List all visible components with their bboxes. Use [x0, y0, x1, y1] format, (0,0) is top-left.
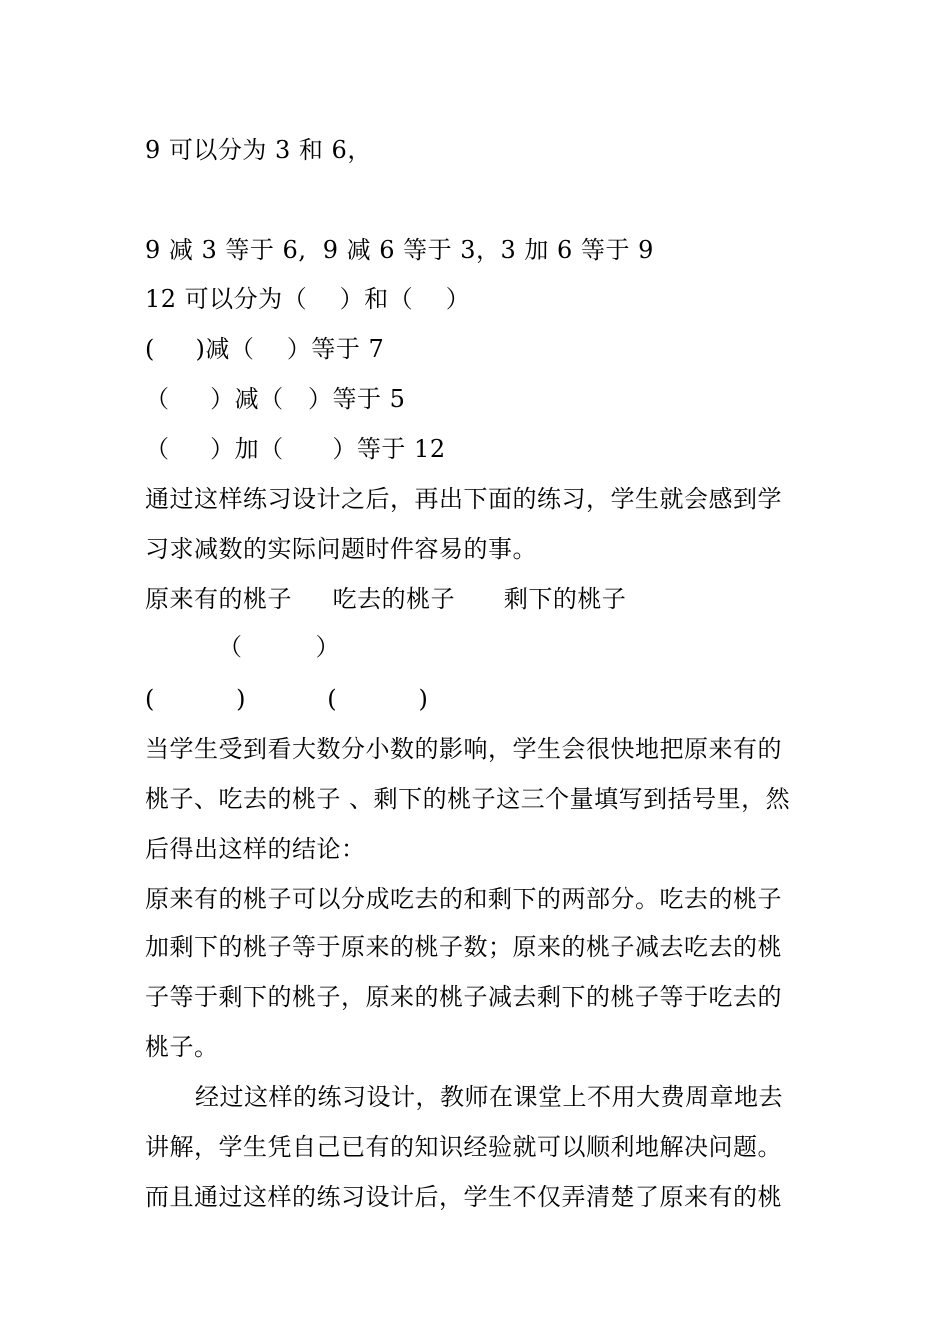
text-line: 桃子、吃去的桃子 、剩下的桃子这三个量填写到括号里，然	[145, 785, 791, 813]
text-line: （ ）加（ ）等于 12	[145, 435, 446, 463]
text-line: 通过这样练习设计之后，再出下面的练习，学生就会感到学	[145, 485, 782, 513]
text-line: 9 减 3 等于 6, 9 减 6 等于 3，3 加 6 等于 9	[145, 236, 654, 264]
text-line: 讲解，学生凭自己已有的知识经验就可以顺利地解决问题。	[145, 1133, 782, 1161]
blank-bracket: （ ）	[218, 633, 341, 661]
text-line: 12 可以分为（ ）和（ ）	[145, 285, 471, 313]
text-line: （ ）减（ ）等于 5	[145, 385, 406, 413]
text-line: 桃子。	[145, 1033, 219, 1061]
text-line: 后得出这样的结论：	[145, 835, 366, 863]
text-line: 原来有的桃子可以分成吃去的和剩下的两部分。吃去的桃子	[145, 885, 782, 913]
paragraph-first-line: 经过这样的练习设计，教师在课堂上不用大费周章地去	[195, 1083, 783, 1111]
text-line: 9 可以分为 3 和 6，	[145, 136, 372, 164]
blank-bracket-pair: ( ) ( )	[145, 685, 429, 713]
text-line: 习求减数的实际问题时件容易的事。	[145, 535, 537, 563]
table-header-line: 原来有的桃子 吃去的桃子 剩下的桃子	[145, 585, 627, 613]
text-line: 而且通过这样的练习设计后，学生不仅弄清楚了原来有的桃	[145, 1183, 782, 1211]
text-line: 加剩下的桃子等于原来的桃子数；原来的桃子减去吃去的桃	[145, 933, 782, 961]
text-line: 子等于剩下的桃子，原来的桃子减去剩下的桃子等于吃去的	[145, 983, 782, 1011]
text-line: 当学生受到看大数分小数的影响，学生会很快地把原来有的	[145, 735, 782, 763]
text-line: ( )减（ ）等于 7	[145, 335, 385, 363]
